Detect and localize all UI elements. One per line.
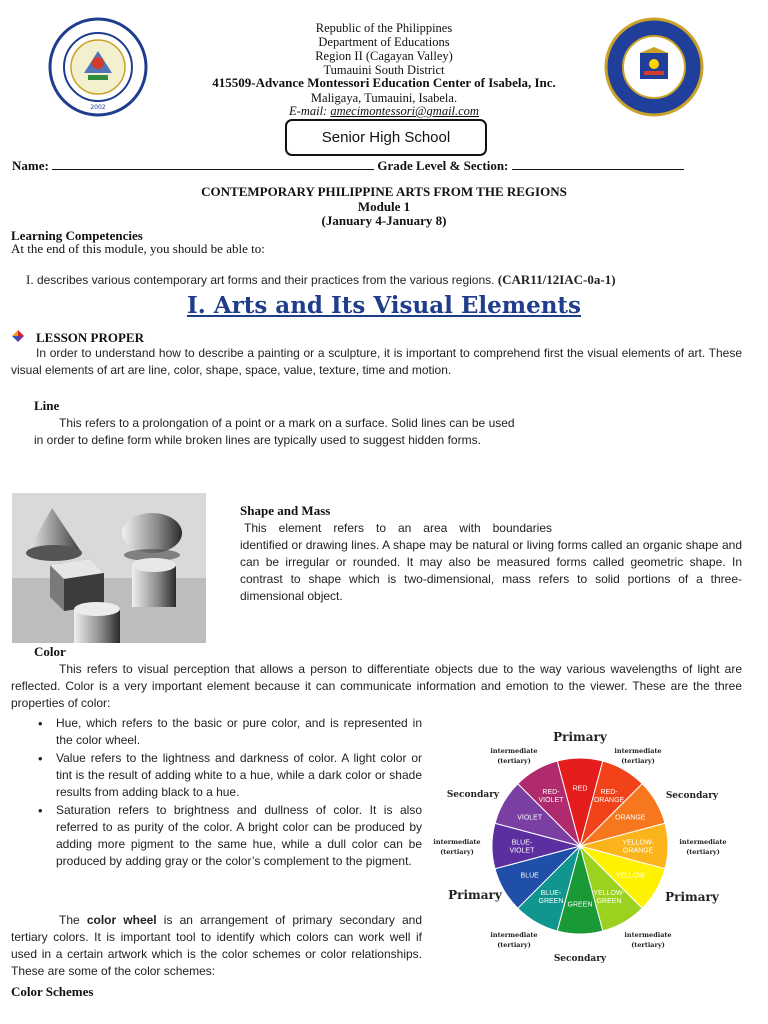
wheel-segment-label: RED: [572, 785, 588, 793]
line-heading: Line: [34, 398, 60, 413]
competency-text: describes various contemporary art forms and their practices from the various regions.: [36, 273, 495, 287]
color-properties-list: [34, 715, 422, 870]
svg-text:2002: 2002: [90, 104, 106, 111]
property-value: • Value refers to the lightness and darkness of color. A light color or tint is the result of adding white to a hue, while a dark color or shade results from adding black to a hue.: [34, 750, 422, 801]
lesson-title: I. Arts and Its Visual Elements: [186, 292, 582, 319]
header-line-1: Republic of the Philippines: [315, 21, 453, 35]
wheel-segment-label: ORANGE: [615, 814, 646, 822]
module-dates: (January 4-January 8): [321, 213, 447, 228]
label-secondary-left: Secondary: [446, 790, 500, 800]
label-tertiary-tr: (tertiary): [621, 757, 655, 765]
shape-text-1: This element refers to an area with boundaries: [244, 521, 552, 535]
school-name: 415509-Advance Montessori Education Center of Isabela, Inc.: [212, 75, 556, 90]
name-row: [12, 157, 762, 174]
line-text-2: in order to define form while broken lines are typically used to suggest hidden forms.: [34, 433, 481, 447]
competencies-heading: Learning Competencies: [11, 228, 143, 243]
school-address: Maligaya, Tumauini, Isabela.: [310, 91, 458, 105]
wheel-pre: The: [59, 913, 80, 927]
color-wheel-figure: [430, 722, 766, 968]
label-intermediate-l: intermediate: [433, 838, 481, 846]
label-tertiary-tl: (tertiary): [497, 757, 531, 765]
label-tertiary-br: (tertiary): [631, 941, 665, 949]
header-line-4: Tumauini South District: [323, 63, 445, 77]
competency-marker: I.: [26, 272, 34, 287]
wheel-segment-label: RED-ORANGE: [593, 789, 625, 805]
wheel-segment-label: VIOLET: [517, 814, 543, 822]
label-intermediate-bl: intermediate: [490, 931, 538, 939]
wheel-term: color wheel: [86, 913, 157, 927]
label-tertiary-r: (tertiary): [686, 848, 720, 856]
label-secondary-right: Secondary: [665, 791, 719, 801]
color-heading: Color: [34, 644, 66, 659]
competencies-intro: At the end of this module, you should be able to:: [11, 241, 265, 256]
label-intermediate-tl: intermediate: [490, 747, 538, 755]
label-primary-right: Primary: [665, 890, 719, 904]
property-saturation: • Saturation refers to brightness and dullness of color. It is also referred to as purity of the color. A bright color can be produced by adding more pigment to the same hue, while a dull color can be produced by adding gray or the color’s complement to the pigment.: [34, 802, 422, 870]
wheel-segment-label: BLUE-GREEN: [538, 889, 564, 905]
wheel-segment-label: GREEN: [567, 901, 593, 909]
property-hue: • Hue, which refers to the basic or pure color, and is represented in the color wheel.: [34, 715, 422, 749]
color-wheel-paragraph: [11, 912, 422, 980]
wheel-segment-label: BLUE-VIOLET: [509, 839, 535, 855]
wheel-segment-label: YELLOW-GREEN: [593, 889, 625, 905]
label-intermediate-tr: intermediate: [614, 747, 662, 755]
header-line-3: Region II (Cagayan Valley): [315, 49, 453, 63]
lesson-intro: In order to understand how to describe a painting or a sculpture, it is important to comprehend first the visual elements of art. These visual elements of art are line, color, shape, space, value, texture, time and motion.: [11, 346, 742, 377]
module-number: Module 1: [357, 199, 411, 214]
lesson-proper-label: LESSON PROPER: [36, 330, 144, 345]
label-primary-left: Primary: [448, 888, 502, 902]
shapes-sketch-image: [12, 493, 206, 643]
shape-text-2: identified or drawing lines. A shape may be natural or living forms called an organic shape and can be irregular or rounded. It may also be measured forms called geometric shape. In contrast to shape which is two-dimensional, mass refers to solid portions of a three-dimensional object.: [240, 538, 742, 603]
competency-item: [26, 271, 766, 289]
label-primary-top: Primary: [553, 730, 607, 744]
competency-code: (CAR11/12IAC-0a-1): [497, 272, 616, 287]
wheel-segment-label: YELLOW: [615, 872, 645, 880]
color-text: This refers to visual perception that allows a person to differentiate objects due to the way various wavelengths of light are reflected. Color is a very important element because it can communicate information and emotion to the viewer. These are the three properties of color:: [11, 662, 742, 710]
wheel-segment-label: RED-VIOLET: [538, 789, 564, 805]
name-label: Name:: [12, 158, 49, 173]
line-text-1: This refers to a prolongation of a point or a mark on a surface. Solid lines can be used: [59, 416, 515, 430]
header-line-2: Department of Educations: [318, 35, 450, 49]
color-schemes-heading: Color Schemes: [11, 984, 94, 999]
level-box: Senior High School: [285, 119, 487, 156]
grade-field[interactable]: [512, 157, 684, 170]
email-address[interactable]: amecimontessori@gmail.com: [330, 104, 479, 118]
label-tertiary-l: (tertiary): [440, 848, 474, 856]
color-wheel: [492, 758, 668, 934]
label-intermediate-br: intermediate: [624, 931, 672, 939]
email-label: E-mail:: [289, 104, 328, 118]
name-field[interactable]: [52, 157, 374, 170]
grade-label: Grade Level & Section:: [377, 158, 509, 173]
label-intermediate-r: intermediate: [679, 838, 727, 846]
course-title: CONTEMPORARY PHILIPPINE ARTS FROM THE REGIONS: [201, 184, 567, 199]
wheel-post: is an arrangement of primary secondary and tertiary colors. It is important tool to identify which colors can work well if used in a certain artwork which is the color schemes or color relationships. These are some of the color schemes:: [11, 913, 422, 978]
label-tertiary-bl: (tertiary): [497, 941, 531, 949]
email-line: [0, 104, 768, 118]
shape-heading: Shape and Mass: [240, 503, 331, 518]
wheel-segment-label: BLUE: [520, 872, 539, 880]
wheel-segment-label: YELLOW-ORANGE: [622, 839, 654, 855]
label-secondary-bottom: Secondary: [553, 954, 607, 964]
